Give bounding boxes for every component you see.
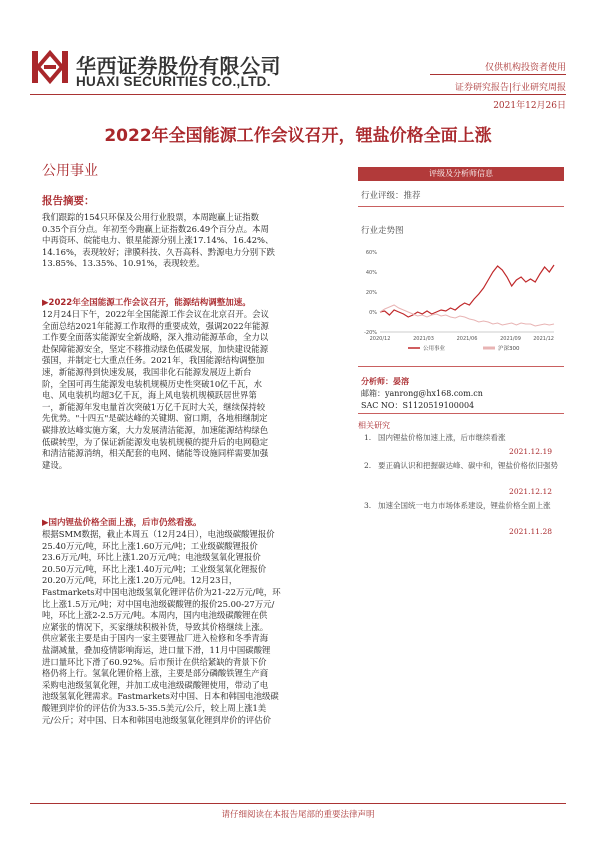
text-line: 20.20万元/吨，环比上涨1.20万元/吨。12月23日， [42,575,238,586]
text-line: 0.35个百分点。年初至今跑赢上证指数26.49个百分点。本周 [42,223,269,234]
text-line: 和清洁能源消纳，相关配套的电网、储能等设施同样需要加强 [42,448,269,459]
text-line: 元/公斤；对中国、日本和韩国电池级氢氧化锂到岸价的评估价 [42,714,271,725]
text-line: 一，新能源年发电量首次突破1万亿千瓦时大关，继续保持较 [42,401,266,412]
sector-label: 公用事业 [42,163,98,179]
text-line: 全面总结2021年能源工作取得的重要成效，强调2022年能源 [42,320,269,331]
text-line: 电、风电装机均超3亿千瓦，海上风电装机规模跃居世界第 [42,390,257,401]
summary-label: 报告摘要： [42,195,95,207]
text-line: 盐湖减量，叠加疫情影响海运，进口量下滑，11月中国碳酸锂 [42,644,271,655]
text-line: 应紧张的情况下，买家继续积极补货，导致其价格继续上涨。 [42,621,269,632]
x-tick-label: 2021/09 [500,336,521,342]
footer-divider [30,803,566,804]
text-line: Fastmarkets对中国电池级氢氧化锂评估价为21-22万元/吨，环 [42,586,281,597]
text-line: 先优势。"十四五"是碳达峰的关键期、窗口期，各地相继制定 [42,413,268,424]
footer-disclaimer[interactable]: 请仔细阅读在本报告尾部的重要法律声明 [221,810,375,820]
trend-chart-label: 行业走势图 [361,226,404,236]
legend-label: 公用事业 [423,346,446,352]
text-line: 根据SMM数据，截止本周五（12月24日），电池级碳酸锂报价 [42,529,275,539]
text-line: 建设。 [42,459,68,470]
text-line: 碳排放达峰实施方案，大力发展清洁能源，加速能源结构绿色 [42,424,269,435]
page-title: 2022年全国能源工作会议召开，锂盐价格全面上涨 [104,126,492,146]
section2-paragraph [42,529,340,726]
text-line: 供应紧张主要是由于国内一家主要锂盐厂进入检修和冬季青海 [42,633,269,644]
section2-heading: ▶国内锂盐价格全面上涨，后市仍然看涨。 [42,518,202,528]
company-name-en: HUAXI SECURITIES CO.,LTD. [76,74,271,89]
report-date: 2021年12月26日 [493,101,566,111]
analyst-email[interactable]: 邮箱：yanrong@hx168.com.cn [361,389,483,398]
panel-divider [358,206,564,207]
legend-label: 沪深300 [498,346,520,352]
text-line: 赴保障能源安全，坚定不移推动绿色低碳发展，加快建设能源 [42,343,269,354]
text-line: 低碳转型，为了保证新能源发电装机规模的提升后的电网稳定 [42,436,269,447]
x-tick-label: 2020/12 [369,336,391,342]
text-line: 14.16%，表现较好；津膜科技、久吾高科、黔源电力分别下跌 [42,246,275,257]
text-line: 我们跟踪的154只环保及公用行业股票，本周跑赢上证指数 [42,212,259,222]
text-line: 进口量环比下滑了60.92%。后市预计在供给紧缺的背景下价 [42,656,267,667]
text-line: 吨，环比上涨2-2.5万元/吨。本周内，国内电池级碳酸锂在供 [42,610,268,621]
panel-divider-2 [358,366,564,367]
analyst-sac: SAC NO：S1120519100004 [361,401,475,410]
audience-notice: 仅供机构投资者使用 [484,63,566,73]
text-line: 比上涨1.5万元/吨；对中国电池级碳酸锂的报价25.00-27万元/ [42,598,275,609]
text-line: 中再资环、皖能电力、银星能源分别上涨17.14%、16.42%、 [42,235,274,246]
industry-rating: 行业评级：推荐 [361,191,421,201]
y-tick-label: 20% [365,290,377,296]
header-divider-short [430,74,566,75]
related-research-title: 相关研究 [358,421,390,430]
text-line: 强国，并制定七大重点任务。2021年，我国能源结构调整加 [42,355,265,366]
y-tick-label: 60% [365,250,377,256]
text-line: 速，新能源得到快速发展，我国非化石能源发展迈上新台 [42,366,252,377]
y-tick-label: 40% [365,270,377,276]
panel-header: 评级及分析师信息 [358,167,564,181]
text-line: 工作要全面落实能源安全新战略，深入推动能源革命，全力以 [42,332,269,343]
text-line: 酸锂到岸价的评估价为33.5-35.5美元/公斤，较上周上涨1美 [42,702,267,713]
report-type: 证券研究报告|行业研究周报 [454,83,566,93]
text-line: 采购电池级氢氧化锂，并加工成电池级碳酸锂使用，带动了电 [42,679,269,690]
analyst-name: 晏溶 [393,376,409,386]
text-line: 20.50万元/吨，环比上涨1.40万元/吨；工业级氢氧化锂报价 [42,563,267,574]
series-line-0 [380,265,554,317]
x-tick-label: 2021/12 [533,336,554,342]
summary-paragraph [42,212,340,270]
company-name-cn: 华西证券股份有限公司 [76,54,281,78]
text-line: 23.6万元/吨，环比上涨1.20万元/吨；电池级氢氧化锂报价 [42,552,261,563]
huaxi-logo-icon [30,47,70,87]
panel-divider-3 [358,413,564,414]
section1-paragraph [42,309,340,471]
x-tick-label: 2021/03 [413,336,434,342]
y-tick-label: 0% [369,310,377,316]
text-line: 25.40万元/吨，环比上涨1.60万元/吨；工业级碳酸锂报价 [42,540,258,551]
text-line: 池级氢氧化锂需求。Fastmarkets对中国、日本和韩国电池级碳 [42,691,279,702]
text-line: 12月24日下午，2022年全国能源工作会议在北京召开。会议 [42,309,269,319]
text-line: 阶，全国可再生能源发电装机规模历史性突破10亿千瓦，水 [42,378,263,389]
text-line: 格仍将上行。氢氧化锂价格上涨，主要是部分磷酸铁锂生产商 [42,668,269,679]
analyst-block [361,375,483,412]
header-divider [30,94,566,95]
y-tick-label: -20% [364,330,377,336]
trend-line-chart [358,244,564,356]
x-tick-label: 2021/06 [456,336,478,342]
analyst-label: 分析师： [361,376,393,386]
section1-heading: ▶2022年全国能源工作会议召开，能源结构调整加速。 [42,298,251,308]
text-line: 13.85%、13.35%、10.91%，表现较差。 [42,258,205,269]
